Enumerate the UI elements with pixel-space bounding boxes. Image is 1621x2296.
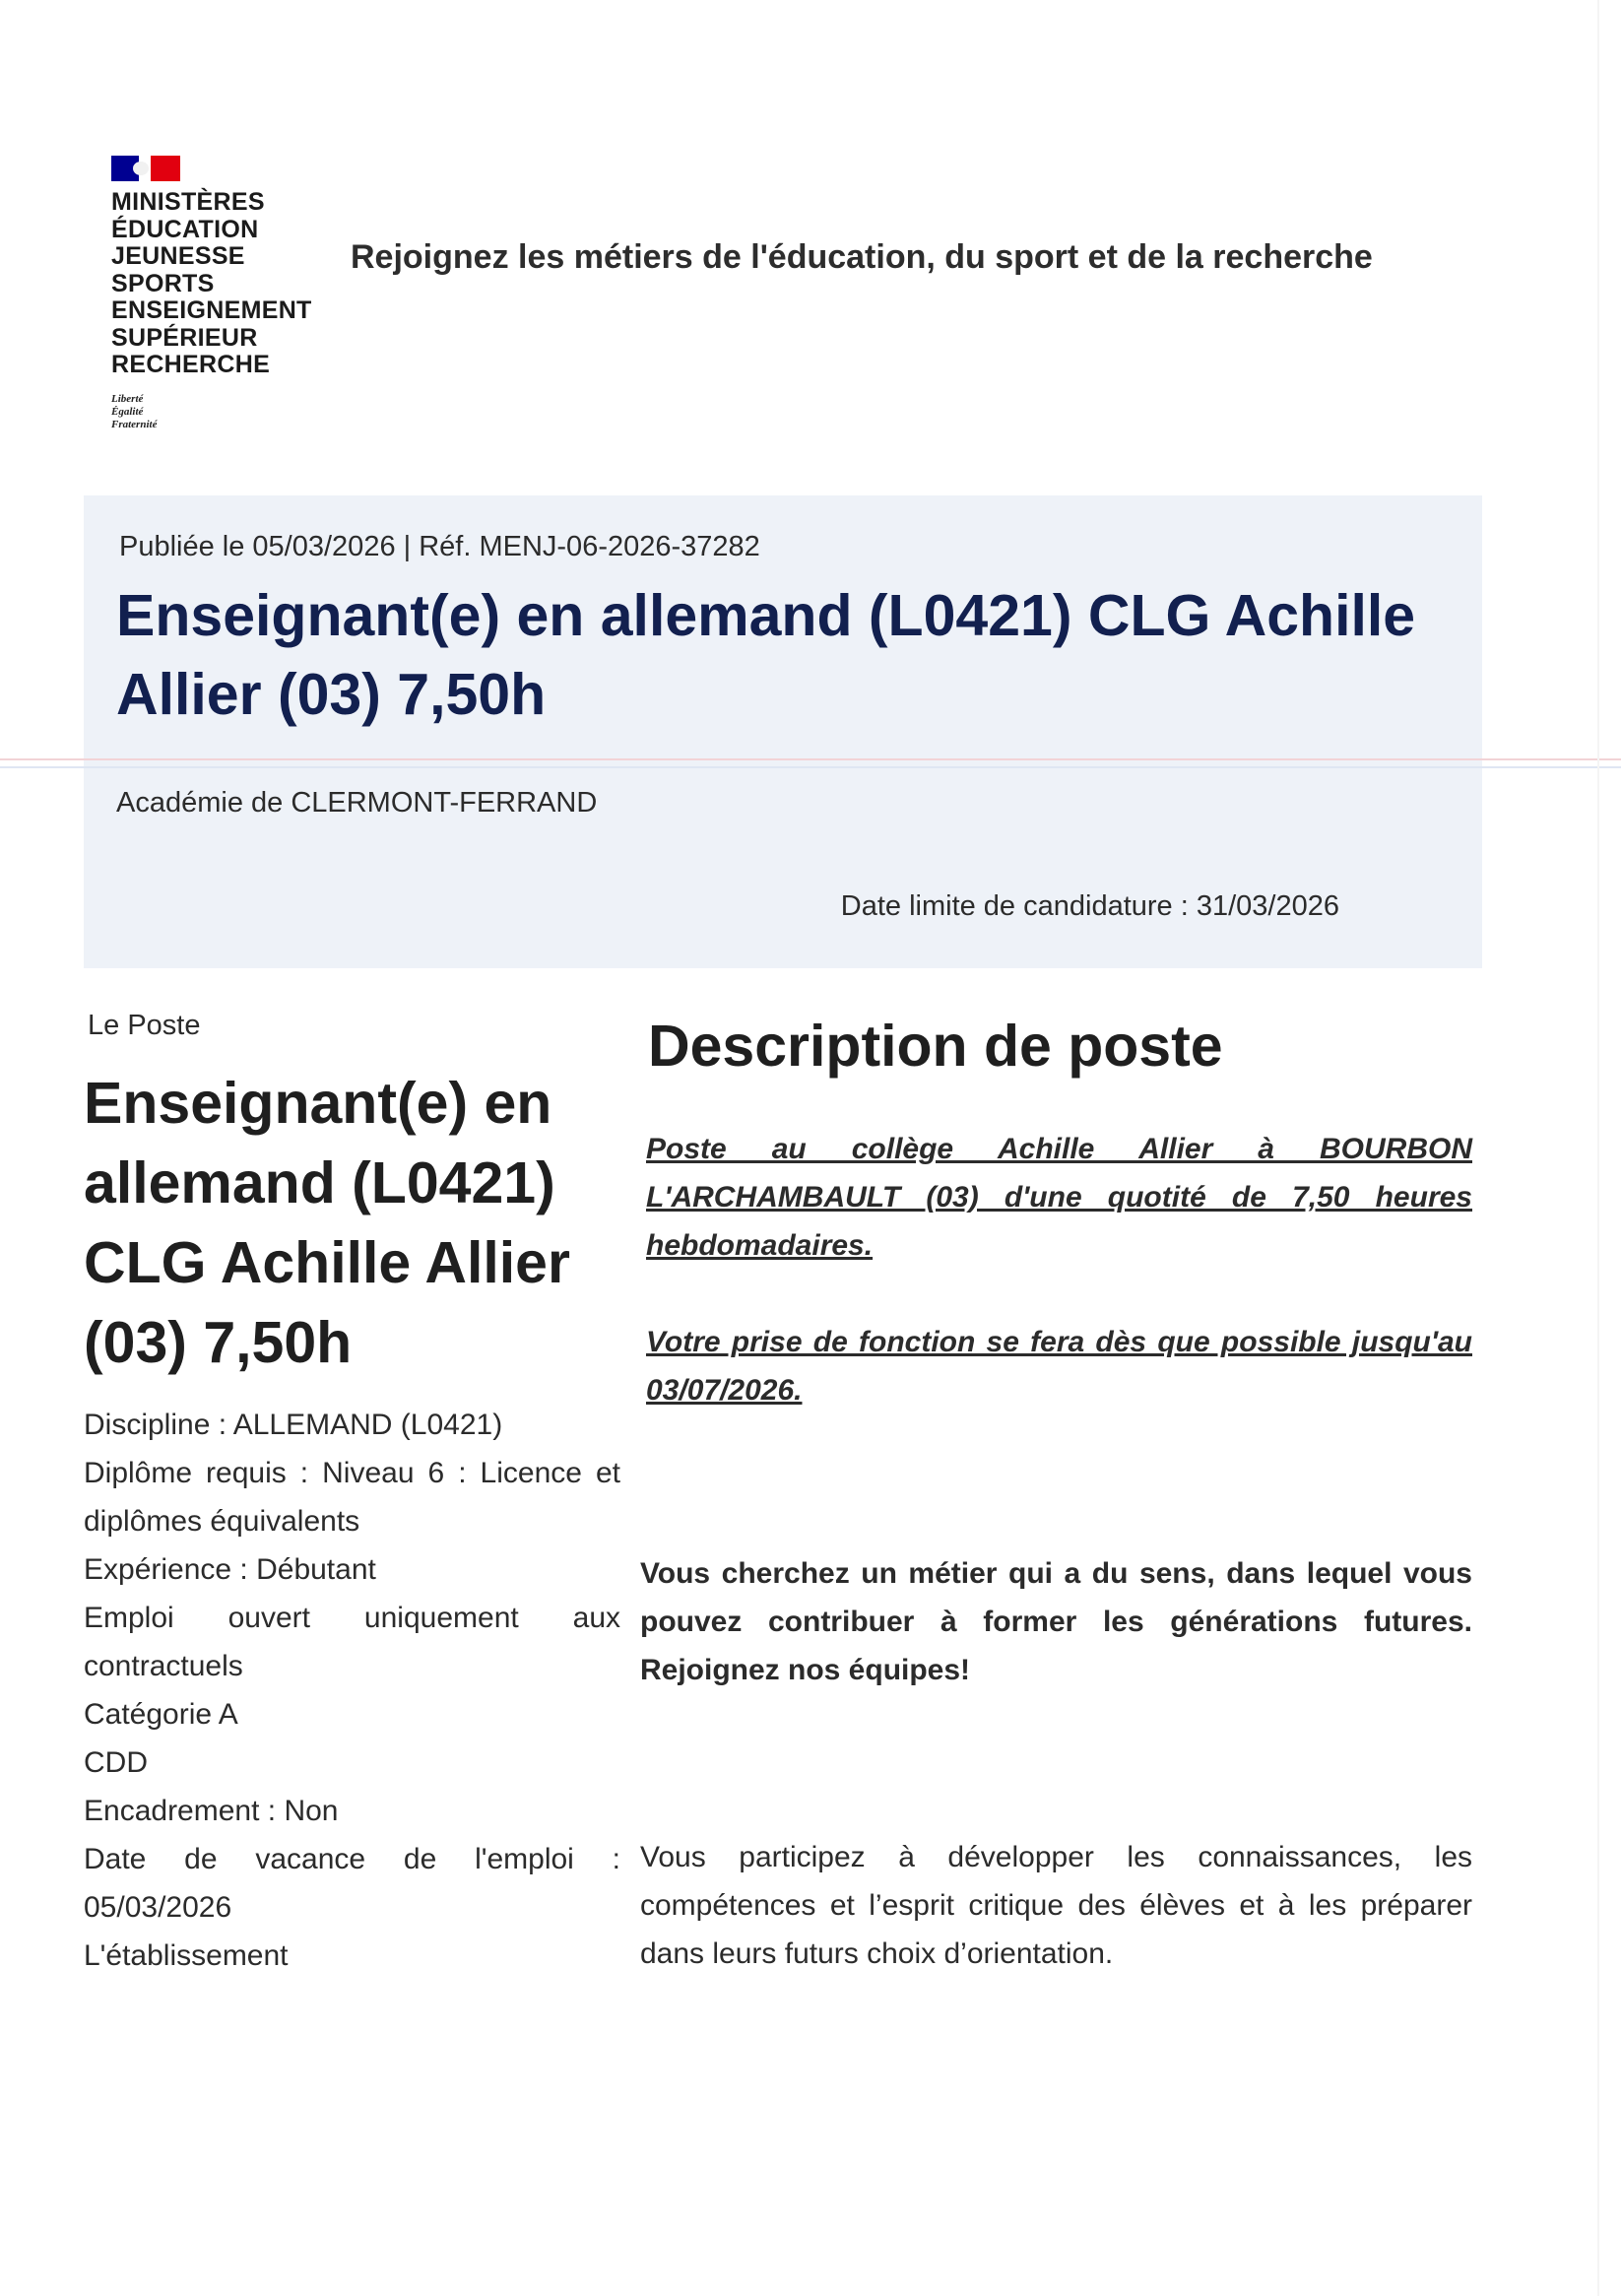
motto-line: Fraternité <box>111 418 158 430</box>
summary-box <box>84 495 1482 968</box>
republic-motto <box>111 393 338 431</box>
ministry-line: MINISTÈRES <box>111 188 265 216</box>
ministry-logo <box>111 156 338 431</box>
ministry-line: SUPÉRIEUR <box>111 323 258 352</box>
poste-column <box>84 1010 620 1980</box>
fact-discipline: Discipline : ALLEMAND (L0421) <box>84 1409 503 1441</box>
motto-line: Égalité <box>111 405 144 418</box>
description-paragraph: Votre prise de fonction se fera dès que possible jusqu'au 03/07/2026. <box>646 1326 1472 1407</box>
scan-edge <box>1597 0 1599 2296</box>
section-label: Le Poste <box>88 1010 201 1041</box>
fact-category: Catégorie A <box>84 1698 238 1731</box>
fact-vacancy-date: Date de vacance de l'emploi : 05/03/2026 <box>84 1843 620 1924</box>
ministry-line: SPORTS <box>111 269 215 297</box>
description-paragraph: Vous cherchez un métier qui a du sens, dans lequel vous pouvez contribuer à former les générations futures. Rejoignez nos équipes! <box>640 1557 1472 1686</box>
fact-experience: Expérience : Débutant <box>84 1553 376 1586</box>
publication-reference: Publiée le 05/03/2026 | Réf. MENJ-06-2026-37282 <box>119 531 760 562</box>
marianne-flag-icon <box>111 156 182 181</box>
poste-facts-list <box>84 1401 620 1980</box>
academie-label: Académie de CLERMONT-FERRAND <box>116 787 598 819</box>
fact-contract-type: Emploi ouvert uniquement aux contractuels <box>84 1602 620 1682</box>
fact-etablissement: L'établissement <box>84 1939 289 1972</box>
fact-diploma: Diplôme requis : Niveau 6 : Licence et diplômes équivalents <box>84 1457 620 1538</box>
description-heading: Description de poste <box>648 1014 1223 1079</box>
ministry-line: JEUNESSE <box>111 242 245 270</box>
ministry-line: ENSEIGNEMENT <box>111 296 312 324</box>
scan-artifact-line <box>0 766 1621 768</box>
job-title-heading: Enseignant(e) en allemand (L0421) CLG Achille Allier (03) 7,50h <box>116 583 1416 727</box>
fact-encadrement: Encadrement : Non <box>84 1795 339 1827</box>
fact-cdd: CDD <box>84 1746 148 1779</box>
poste-title: Enseignant(e) en allemand (L0421) CLG Achille Allier (03) 7,50h <box>84 1071 570 1375</box>
motto-line: Liberté <box>111 392 144 405</box>
header-tagline: Rejoignez les métiers de l'éducation, du sport et de la recherche <box>351 238 1373 276</box>
ministry-line: RECHERCHE <box>111 351 271 378</box>
ministry-line: ÉDUCATION <box>111 215 259 243</box>
description-paragraph: Vous participez à développer les connaissances, les compétences et l’esprit critique des élèves et à les préparer dans leurs futurs choix d’orientation. <box>640 1841 1472 1970</box>
description-paragraph: Poste au collège Achille Allier à BOURBON L'ARCHAMBAULT (03) d'une quotité de 7,50 heures hebdomadaires. <box>646 1133 1472 1262</box>
application-deadline: Date limite de candidature : 31/03/2026 <box>840 890 1339 922</box>
description-column <box>640 1013 1472 1978</box>
scan-artifact-line <box>0 758 1621 760</box>
